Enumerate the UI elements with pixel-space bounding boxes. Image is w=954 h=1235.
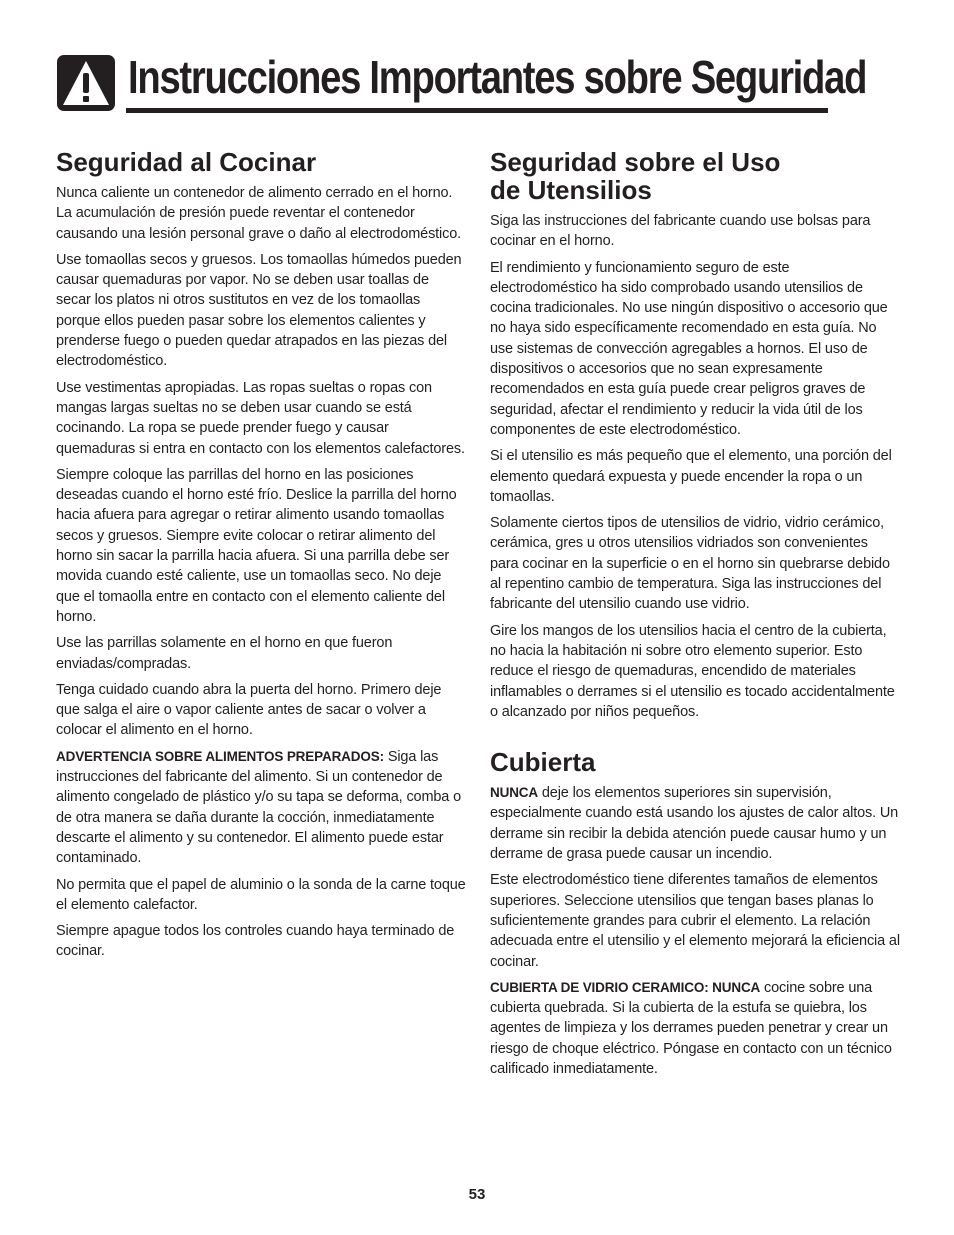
- paragraph: Si el utensilio es más pequeño que el elemento, una porción del elemento quedará expuesta y puede encender la ropa o un tomaollas.: [490, 448, 892, 505]
- left-column: [56, 148, 466, 968]
- paragraph: Tenga cuidado cuando abra la puerta del horno. Primero deje que salga el aire o vapor caliente antes de sacar o volver a colocar el alimento en el horno.: [56, 681, 442, 739]
- heading-line: de Utensilios: [490, 175, 652, 205]
- paragraph: [490, 783, 900, 864]
- paragraph: Gire los mangos de los utensilios hacia el centro de la cubierta, no hacia la habitación ni sobre otro elemento superior. Esto reduce el riesgo de quemaduras, encendido de materiales inflamables o derrames si el utensilio es tocado accidentalmente o alcanzado por niños pequeños.: [490, 622, 895, 720]
- paragraph-text: cocine sobre una cubierta quebrada. Si la cubierta de la estufa se quiebra, los agentes de limpieza y los derrames pueden penetrar y crear un riesgo de choque eléctrico. Póngase en contacto con un técnico calificado inmediatamente.: [490, 979, 892, 1077]
- emphasis-label: NUNCA: [490, 785, 538, 801]
- paragraph: El rendimiento y funcionamiento seguro de este electrodoméstico ha sido comprobado usando utensilios de cocina tradicionales. No use ningún dispositivo o accesorio que no haya sido específicamente recomendado en esta guía. No use sistemas de convección agregables a hornos. El uso de dispositivos o accesorios que no sean expresamente recomendados en esta guía puede crear peligros graves de seguridad, afectar el rendimiento y reducir la vida útil de los componentes de este electrodoméstico.: [490, 259, 888, 438]
- paragraph: Siempre apague todos los controles cuando haya terminado de cocinar.: [56, 923, 455, 960]
- emphasis-label: CUBIERTA DE VIDRIO CERAMICO: NUNCA: [490, 979, 761, 995]
- page-title: Instrucciones Importantes sobre Seguridad: [128, 51, 867, 103]
- section-heading-utensil-safety: [490, 148, 900, 204]
- paragraph: Este electrodoméstico tiene diferentes tamaños de elementos superiores. Seleccione utensilios que tengan bases planas lo suficientemente grandes para cubrir el elemento. La relación adecuada entre el utensilio y el elemento mejorará la eficiencia al cocinar.: [490, 872, 900, 970]
- paragraph-text: deje los elementos superiores sin supervisión, especialmente cuando está usando los ajustes de calor altos. Un derrame sin recibir la debida atención puede causar humo y un derrame de grasa puede causar un incendio.: [490, 785, 899, 863]
- paragraph: Solamente ciertos tipos de utensilios de vidrio, vidrio cerámico, cerámica, gres u otros utensilios vidriados son convenientes para cocinar en la superficie o en el horno sin quebrarse debido al repentino cambio de temperatura. Siga las instrucciones del fabricante del utensilio cuando use vidrio.: [490, 515, 890, 613]
- section-heading-cooktop: Cubierta: [490, 747, 596, 778]
- paragraph: Use vestimentas apropiadas. Las ropas sueltas o ropas con mangas largas sueltas no se deben usar cuando se está cocinando. La ropa se puede prender fuego y causar quemaduras si entra en contacto con los elementos calefactores.: [56, 379, 465, 457]
- warning-label: ADVERTENCIA SOBRE ALIMENTOS PREPARADOS:: [56, 748, 384, 764]
- warning-text: Siga las instrucciones del fabricante del alimento. Si un contenedor de alimento congelado de plástico y/o su tapa se deforma, comba o de otra manera se daña durante la cocción, inmediatamente descarte el alimento y su contenedor. El alimento puede estar contaminado.: [56, 748, 462, 867]
- right-column: [490, 148, 900, 1085]
- section-heading-cooking-safety: Seguridad al Cocinar: [56, 147, 317, 177]
- title-rule: [126, 108, 828, 113]
- paragraph: Siga las instrucciones del fabricante cuando use bolsas para cocinar en el horno.: [490, 213, 871, 250]
- paragraph: Siempre coloque las parrillas del horno en las posiciones deseadas cuando el horno esté frío. Deslice la parrilla del horno hacia afuera para agregar o retirar alimento usando tomaollas secos y gruesos. Siempre evite colocar o retirar alimento del horno sin sacar la parrilla hacia afuera. Si una parrilla debe ser movida cuando esté caliente, use un tomaollas seco. No deje que el tomaolla entre en contacto con el elemento caliente del horno.: [56, 466, 457, 625]
- prepared-food-warning: [56, 747, 466, 869]
- paragraph: [490, 978, 900, 1079]
- page-number: 53: [468, 1186, 486, 1203]
- heading-line: Seguridad sobre el Uso: [490, 147, 781, 177]
- page-header: [56, 51, 867, 114]
- paragraph: Use las parrillas solamente en el horno en que fueron enviadas/compradas.: [56, 635, 393, 672]
- paragraph: No permita que el papel de aluminio o la sonda de la carne toque el elemento calefactor.: [56, 876, 466, 913]
- paragraph: Use tomaollas secos y gruesos. Los tomaollas húmedos pueden causar quemaduras por vapor. No se deben usar toallas de secar los platos ni otros sustitutos en vez de los tomaollas porque ellos pueden pasar sobre los elementos calientes y prenderse fuego o pueden quedar atrapados en las piezas del electrodoméstico.: [56, 251, 462, 370]
- paragraph: Nunca caliente un contenedor de alimento cerrado en el horno. La acumulación de presión puede reventar el contenedor causando una lesión personal grave o daño al electrodoméstico.: [56, 185, 462, 242]
- warning-triangle-icon: [56, 54, 116, 112]
